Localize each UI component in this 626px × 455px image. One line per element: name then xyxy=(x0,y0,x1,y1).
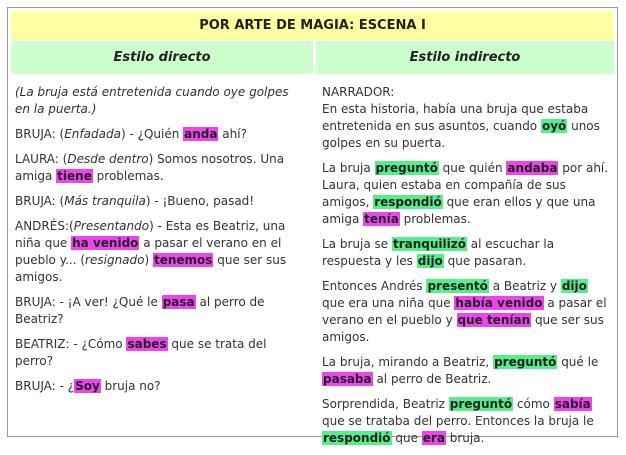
dialogue-line-2: LAURA: (Desde dentro) Somos nosotros. Una amiga tiene problemas. xyxy=(15,152,285,183)
verb-highlight: sabes xyxy=(127,337,167,351)
reporting-verb-highlight: preguntó xyxy=(494,355,557,369)
verb-highlight: tiene xyxy=(57,169,92,183)
verb-highlight: había venido xyxy=(455,296,543,310)
direct-style-column xyxy=(15,84,305,403)
narration-2: La bruja preguntó que quién andaba por ahí. Laura, quien estaba en compañía de sus amigos, respondió que eran ellos y que una amiga tenía problemas. xyxy=(322,161,609,226)
dialogue-line-4: ANDRÉS:(Presentando) - Esta es Beatriz, una niña que ha venido a pasar el verano en el pueblo y... (resignado) tenemos que ser sus amigos. xyxy=(15,219,287,284)
verb-highlight: sabía xyxy=(554,397,591,411)
verb-highlight: andaba xyxy=(507,161,558,175)
verb-highlight: ha venido xyxy=(72,236,139,250)
dialogue-line-1: BRUJA: (Enfadada) - ¿Quién anda ahí? xyxy=(15,127,247,141)
verb-highlight: tenía xyxy=(364,212,399,226)
verb-highlight: pasaba xyxy=(323,372,372,386)
reporting-verb-highlight: dijo xyxy=(561,279,587,293)
reporting-verb-highlight: dijo xyxy=(417,254,443,268)
header-indirect-style: Estilo indirecto xyxy=(316,41,614,74)
narration-4: Entonces Andrés presentó a Beatriz y dijo que era una niña que había venido a pasar el verano en el pueblo y que tenían que ser sus amigos. xyxy=(322,279,607,344)
verb-highlight: tenemos xyxy=(153,253,213,267)
header-direct-style: Estilo directo xyxy=(11,41,313,74)
reporting-verb-highlight: respondió xyxy=(374,195,442,209)
dialogue-line-5: BRUJA: - ¡A ver! ¿Qué le pasa al perro de Beatriz? xyxy=(15,295,265,326)
scene-table xyxy=(7,7,618,445)
verb-highlight: anda xyxy=(184,127,218,141)
table-title: POR ARTE DE MAGIA: ESCENA I xyxy=(11,11,614,40)
narration-5: La bruja, mirando a Beatriz, preguntó qué le pasaba al perro de Beatriz. xyxy=(322,355,599,386)
verb-highlight: que tenían xyxy=(457,313,531,327)
verb-highlight: era xyxy=(422,431,445,445)
reporting-verb-highlight: tranquilizó xyxy=(392,237,466,251)
reporting-verb-highlight: preguntó xyxy=(375,161,438,175)
indirect-style-column xyxy=(322,84,612,455)
reporting-verb-highlight: respondió xyxy=(323,431,391,445)
narration-3: La bruja se tranquilizó al escuchar la respuesta y les dijo que pasaran. xyxy=(322,237,555,268)
narration-6: Sorprendida, Beatriz preguntó cómo sabía que se trataba del perro. Entonces la bruja le respondió que era bruja. xyxy=(322,397,594,445)
dialogue-line-7: BRUJA: - ¿Soy bruja no? xyxy=(15,379,161,393)
reporting-verb-highlight: oyó xyxy=(541,119,567,133)
reporting-verb-highlight: presentó xyxy=(427,279,488,293)
stage-direction: (La bruja está entretenida cuando oye golpes en la puerta.) xyxy=(15,85,289,116)
verb-highlight: pasa xyxy=(162,295,195,309)
dialogue-line-6: BEATRIZ: - ¿Cómo sabes que se trata del perro? xyxy=(15,337,267,368)
verb-highlight: Soy xyxy=(75,379,100,393)
dialogue-line-3: BRUJA: (Más tranquila) - ¡Bueno, pasad! xyxy=(15,194,255,208)
reporting-verb-highlight: preguntó xyxy=(449,397,513,411)
narration-1: NARRADOR: En esta historia, había una bruja que estaba entretenida en sus asuntos, cuando oyó unos golpes en su puerta. xyxy=(322,85,600,150)
